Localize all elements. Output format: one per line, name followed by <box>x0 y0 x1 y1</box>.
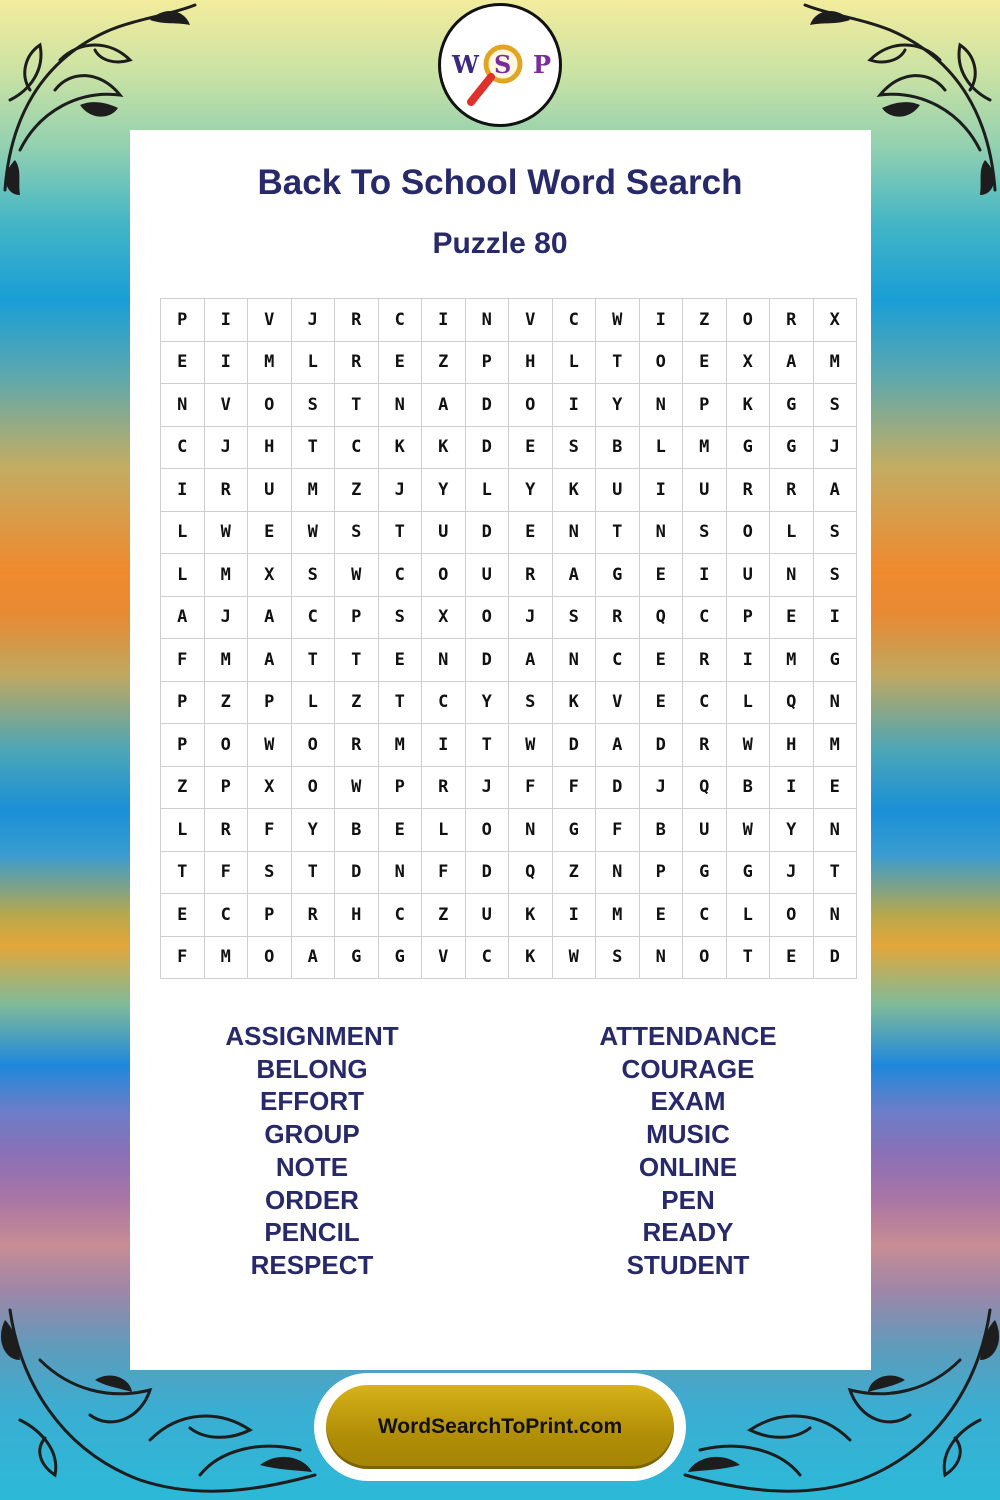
grid-cell[interactable]: I <box>770 766 814 809</box>
grid-cell[interactable]: K <box>422 426 466 469</box>
grid-cell[interactable]: F <box>161 639 205 682</box>
grid-cell[interactable]: F <box>596 809 640 852</box>
grid-cell[interactable]: R <box>770 299 814 342</box>
grid-cell[interactable]: O <box>683 936 727 979</box>
word-item: EFFORT <box>260 1086 364 1117</box>
grid-cell[interactable]: U <box>465 894 509 937</box>
grid-cell[interactable]: R <box>335 299 379 342</box>
grid-cell[interactable]: O <box>509 384 553 427</box>
grid-cell[interactable]: A <box>291 936 335 979</box>
grid-cell[interactable]: K <box>378 426 422 469</box>
grid-cell[interactable]: R <box>335 724 379 767</box>
grid-cell[interactable]: J <box>291 299 335 342</box>
grid-cell[interactable]: N <box>422 639 466 682</box>
grid-cell[interactable]: N <box>813 894 857 937</box>
grid-cell[interactable]: G <box>596 554 640 597</box>
grid-cell[interactable]: Z <box>683 299 727 342</box>
grid-cell[interactable]: G <box>726 426 770 469</box>
word-list-right <box>528 1020 848 1282</box>
grid-cell[interactable]: C <box>378 894 422 937</box>
grid-cell[interactable]: H <box>770 724 814 767</box>
grid-cell[interactable]: A <box>161 596 205 639</box>
grid-cell[interactable]: G <box>726 851 770 894</box>
grid-cell[interactable]: W <box>335 766 379 809</box>
grid-cell[interactable]: C <box>683 681 727 724</box>
word-item: MUSIC <box>646 1119 730 1150</box>
grid-cell[interactable]: E <box>509 426 553 469</box>
grid-cell[interactable]: A <box>596 724 640 767</box>
grid-cell[interactable]: Y <box>596 384 640 427</box>
grid-cell[interactable]: F <box>422 851 466 894</box>
grid-cell[interactable]: Y <box>422 469 466 512</box>
website-label: WordSearchToPrint.com <box>326 1385 674 1469</box>
grid-cell[interactable]: C <box>378 554 422 597</box>
grid-cell[interactable]: E <box>639 554 683 597</box>
grid-cell[interactable]: T <box>378 511 422 554</box>
grid-cell[interactable]: E <box>813 766 857 809</box>
grid-cell[interactable]: S <box>813 511 857 554</box>
logo-letter-p: P <box>533 50 552 79</box>
word-item: PENCIL <box>264 1217 360 1248</box>
grid-cell[interactable]: C <box>422 681 466 724</box>
grid-cell[interactable]: Q <box>509 851 553 894</box>
grid-cell[interactable]: M <box>378 724 422 767</box>
grid-cell[interactable]: N <box>161 384 205 427</box>
grid-cell[interactable]: P <box>248 681 292 724</box>
grid-cell[interactable]: O <box>291 724 335 767</box>
word-item: STUDENT <box>626 1249 750 1280</box>
grid-cell[interactable]: T <box>335 639 379 682</box>
grid-cell[interactable]: S <box>291 384 335 427</box>
grid-cell[interactable]: P <box>683 384 727 427</box>
grid-cell[interactable]: Y <box>465 681 509 724</box>
grid-cell[interactable]: Y <box>770 809 814 852</box>
grid-cell[interactable]: D <box>813 936 857 979</box>
grid-cell[interactable]: H <box>335 894 379 937</box>
grid-cell[interactable]: W <box>248 724 292 767</box>
grid-cell[interactable]: L <box>291 681 335 724</box>
grid-cell[interactable]: L <box>552 341 596 384</box>
grid-cell[interactable]: P <box>204 766 248 809</box>
grid-cell[interactable]: X <box>813 299 857 342</box>
grid-cell[interactable]: D <box>465 426 509 469</box>
grid-cell[interactable]: U <box>726 554 770 597</box>
grid-cell[interactable]: E <box>378 341 422 384</box>
grid-cell[interactable]: S <box>291 554 335 597</box>
grid-cell[interactable]: L <box>422 809 466 852</box>
grid-cell[interactable]: C <box>465 936 509 979</box>
grid-cell[interactable]: N <box>813 681 857 724</box>
grid-cell[interactable]: L <box>291 341 335 384</box>
grid-cell[interactable]: D <box>596 766 640 809</box>
grid-row <box>161 596 857 639</box>
puzzle-number: Puzzle 80 <box>432 227 568 260</box>
grid-cell[interactable]: R <box>204 469 248 512</box>
grid-cell[interactable]: C <box>378 299 422 342</box>
grid-cell[interactable]: N <box>639 511 683 554</box>
logo-letter-w: W <box>452 50 479 79</box>
grid-cell[interactable]: D <box>335 851 379 894</box>
grid-cell[interactable]: A <box>813 469 857 512</box>
word-item: ASSIGNMENT <box>225 1021 399 1051</box>
grid-cell[interactable]: M <box>596 894 640 937</box>
grid-cell[interactable]: G <box>335 936 379 979</box>
grid-cell[interactable]: S <box>596 936 640 979</box>
grid-cell[interactable]: D <box>465 851 509 894</box>
grid-cell[interactable]: M <box>248 341 292 384</box>
grid-cell[interactable]: W <box>204 511 248 554</box>
page-title: Back To School Word Search <box>257 163 743 202</box>
grid-cell[interactable]: C <box>552 299 596 342</box>
grid-cell[interactable]: W <box>726 724 770 767</box>
grid-cell[interactable]: N <box>813 809 857 852</box>
grid-cell[interactable]: P <box>465 341 509 384</box>
grid-cell[interactable]: M <box>813 724 857 767</box>
grid-cell[interactable]: I <box>422 299 466 342</box>
grid-cell[interactable]: N <box>639 384 683 427</box>
grid-cell[interactable]: P <box>335 596 379 639</box>
word-item: RESPECT <box>250 1249 374 1280</box>
grid-cell[interactable]: R <box>291 894 335 937</box>
grid-cell[interactable]: T <box>378 681 422 724</box>
word-item: EXAM <box>650 1086 726 1117</box>
grid-cell[interactable]: N <box>770 554 814 597</box>
grid-cell[interactable]: O <box>726 299 770 342</box>
grid-cell[interactable]: S <box>335 511 379 554</box>
grid-cell[interactable]: J <box>509 596 553 639</box>
grid-cell[interactable]: E <box>639 639 683 682</box>
grid-cell[interactable]: S <box>552 596 596 639</box>
grid-cell[interactable]: T <box>291 639 335 682</box>
grid-cell[interactable]: Z <box>204 681 248 724</box>
grid-cell[interactable]: E <box>509 511 553 554</box>
grid-cell[interactable]: M <box>813 341 857 384</box>
grid-cell[interactable]: I <box>726 639 770 682</box>
grid-cell[interactable]: B <box>596 426 640 469</box>
word-item: ATTENDANCE <box>599 1021 777 1051</box>
grid-cell[interactable]: O <box>291 766 335 809</box>
grid-cell[interactable]: P <box>161 724 205 767</box>
grid-cell[interactable]: O <box>465 809 509 852</box>
grid-row <box>161 554 857 597</box>
grid-cell[interactable]: L <box>465 469 509 512</box>
grid-cell[interactable]: L <box>726 894 770 937</box>
grid-cell[interactable]: K <box>509 936 553 979</box>
grid-cell[interactable]: T <box>596 511 640 554</box>
grid-cell[interactable]: V <box>204 384 248 427</box>
grid-cell[interactable]: S <box>248 851 292 894</box>
grid-cell[interactable]: C <box>291 596 335 639</box>
grid-cell[interactable]: F <box>552 766 596 809</box>
grid-cell[interactable]: O <box>770 894 814 937</box>
grid-cell[interactable]: R <box>204 809 248 852</box>
grid-cell[interactable]: Z <box>161 766 205 809</box>
word-item: ORDER <box>265 1184 359 1215</box>
grid-cell[interactable]: I <box>204 341 248 384</box>
grid-cell[interactable]: M <box>291 469 335 512</box>
grid-cell[interactable]: J <box>204 426 248 469</box>
grid-cell[interactable]: U <box>422 511 466 554</box>
word-list-left <box>152 1020 472 1282</box>
grid-cell[interactable]: X <box>422 596 466 639</box>
grid-cell[interactable]: T <box>335 384 379 427</box>
grid-cell[interactable]: E <box>161 894 205 937</box>
grid-row <box>161 469 857 512</box>
grid-cell[interactable]: U <box>596 469 640 512</box>
wsp-logo[interactable] <box>438 3 562 127</box>
grid-cell[interactable]: U <box>465 554 509 597</box>
word-item: COURAGE <box>621 1053 755 1084</box>
grid-cell[interactable]: N <box>596 851 640 894</box>
grid-cell[interactable]: W <box>291 511 335 554</box>
website-button[interactable] <box>314 1373 686 1481</box>
grid-cell[interactable]: A <box>248 596 292 639</box>
grid-cell[interactable]: O <box>726 511 770 554</box>
grid-cell[interactable]: I <box>639 299 683 342</box>
grid-row <box>161 384 857 427</box>
grid-cell[interactable]: P <box>378 766 422 809</box>
grid-cell[interactable]: W <box>596 299 640 342</box>
grid-cell[interactable]: W <box>552 936 596 979</box>
grid-row <box>161 851 857 894</box>
grid-cell[interactable]: S <box>509 681 553 724</box>
grid-cell[interactable]: I <box>422 724 466 767</box>
grid-cell[interactable]: J <box>378 469 422 512</box>
grid-cell[interactable]: P <box>639 851 683 894</box>
grid-cell[interactable]: F <box>509 766 553 809</box>
grid-cell[interactable]: N <box>509 809 553 852</box>
grid-cell[interactable]: H <box>509 341 553 384</box>
grid-row <box>161 299 857 342</box>
grid-cell[interactable]: G <box>683 851 727 894</box>
grid-cell[interactable]: P <box>161 681 205 724</box>
grid-cell[interactable]: H <box>248 426 292 469</box>
grid-cell[interactable]: R <box>726 469 770 512</box>
grid-cell[interactable]: N <box>639 936 683 979</box>
grid-cell[interactable]: T <box>726 936 770 979</box>
grid-cell[interactable]: E <box>770 936 814 979</box>
grid-cell[interactable]: R <box>509 554 553 597</box>
grid-cell[interactable]: M <box>683 426 727 469</box>
grid-cell[interactable]: E <box>639 681 683 724</box>
grid-cell[interactable]: V <box>509 299 553 342</box>
grid-cell[interactable]: T <box>291 851 335 894</box>
grid-cell[interactable]: T <box>161 851 205 894</box>
grid-cell[interactable]: L <box>161 554 205 597</box>
grid-cell[interactable]: X <box>726 341 770 384</box>
grid-row <box>161 894 857 937</box>
grid-cell[interactable]: D <box>552 724 596 767</box>
grid-cell[interactable]: T <box>465 724 509 767</box>
grid-cell[interactable]: J <box>770 851 814 894</box>
grid-cell[interactable]: W <box>726 809 770 852</box>
grid-row <box>161 936 857 979</box>
grid-cell[interactable]: N <box>552 639 596 682</box>
grid-cell[interactable]: O <box>248 936 292 979</box>
word-item: NOTE <box>275 1151 349 1182</box>
grid-cell[interactable]: D <box>465 384 509 427</box>
grid-cell[interactable]: I <box>683 554 727 597</box>
grid-cell[interactable]: F <box>248 809 292 852</box>
grid-cell[interactable]: Y <box>509 469 553 512</box>
grid-cell[interactable]: B <box>335 809 379 852</box>
grid-cell[interactable]: T <box>813 851 857 894</box>
grid-cell[interactable]: J <box>465 766 509 809</box>
grid-cell[interactable]: V <box>422 936 466 979</box>
grid-cell[interactable]: L <box>726 681 770 724</box>
grid-cell[interactable]: M <box>204 639 248 682</box>
grid-cell[interactable]: R <box>770 469 814 512</box>
grid-cell[interactable]: C <box>683 596 727 639</box>
grid-row <box>161 724 857 767</box>
grid-cell[interactable]: R <box>596 596 640 639</box>
grid-cell[interactable]: E <box>378 639 422 682</box>
grid-cell[interactable]: Z <box>422 894 466 937</box>
word-item: BELONG <box>256 1053 368 1084</box>
grid-cell[interactable]: N <box>465 299 509 342</box>
grid-cell[interactable]: G <box>770 426 814 469</box>
word-item: GROUP <box>264 1119 360 1150</box>
grid-cell[interactable]: B <box>639 809 683 852</box>
grid-cell[interactable]: Z <box>422 341 466 384</box>
grid-cell[interactable]: I <box>639 469 683 512</box>
grid-cell[interactable]: A <box>552 554 596 597</box>
grid-cell[interactable]: E <box>683 341 727 384</box>
grid-cell[interactable]: S <box>683 511 727 554</box>
grid-cell[interactable]: Z <box>335 469 379 512</box>
grid-cell[interactable]: D <box>465 639 509 682</box>
grid-cell[interactable]: G <box>552 809 596 852</box>
grid-cell[interactable]: M <box>770 639 814 682</box>
grid-row <box>161 766 857 809</box>
grid-cell[interactable]: R <box>422 766 466 809</box>
grid-cell[interactable]: K <box>552 681 596 724</box>
grid-cell[interactable]: Z <box>335 681 379 724</box>
grid-cell[interactable]: Z <box>552 851 596 894</box>
grid-cell[interactable]: R <box>335 341 379 384</box>
grid-cell[interactable]: I <box>552 384 596 427</box>
grid-row <box>161 681 857 724</box>
grid-row <box>161 426 857 469</box>
grid-cell[interactable]: R <box>683 639 727 682</box>
grid-cell[interactable]: W <box>335 554 379 597</box>
grid-cell[interactable]: I <box>204 299 248 342</box>
grid-cell[interactable]: N <box>378 851 422 894</box>
grid-cell[interactable]: X <box>248 554 292 597</box>
grid-cell[interactable]: O <box>465 596 509 639</box>
grid-cell[interactable]: E <box>770 596 814 639</box>
grid-cell[interactable]: C <box>335 426 379 469</box>
grid-cell[interactable]: L <box>639 426 683 469</box>
grid-cell[interactable]: F <box>161 936 205 979</box>
grid-cell[interactable]: U <box>248 469 292 512</box>
grid-cell[interactable]: G <box>813 639 857 682</box>
grid-cell[interactable]: R <box>683 724 727 767</box>
grid-cell[interactable]: V <box>248 299 292 342</box>
grid-cell[interactable]: B <box>726 766 770 809</box>
grid-cell[interactable]: A <box>422 384 466 427</box>
grid-cell[interactable]: L <box>770 511 814 554</box>
grid-cell[interactable]: A <box>770 341 814 384</box>
grid-cell[interactable]: J <box>813 426 857 469</box>
grid-cell[interactable]: L <box>161 809 205 852</box>
word-item: PEN <box>661 1184 715 1215</box>
grid-cell[interactable]: A <box>248 639 292 682</box>
grid-cell[interactable]: S <box>813 384 857 427</box>
grid-cell[interactable]: M <box>204 554 248 597</box>
grid-cell[interactable]: F <box>204 851 248 894</box>
grid-cell[interactable]: C <box>204 894 248 937</box>
grid-cell[interactable]: N <box>552 511 596 554</box>
grid-cell[interactable]: I <box>813 596 857 639</box>
grid-cell[interactable]: W <box>509 724 553 767</box>
grid-row <box>161 809 857 852</box>
grid-cell[interactable]: Q <box>683 766 727 809</box>
grid-cell[interactable]: Q <box>639 596 683 639</box>
grid-cell[interactable]: M <box>204 936 248 979</box>
grid-cell[interactable]: C <box>683 894 727 937</box>
letter-grid <box>160 298 857 979</box>
grid-cell[interactable]: P <box>248 894 292 937</box>
grid-cell[interactable]: Q <box>770 681 814 724</box>
grid-cell[interactable]: J <box>204 596 248 639</box>
grid-cell[interactable]: D <box>465 511 509 554</box>
grid-cell[interactable]: I <box>552 894 596 937</box>
grid-cell[interactable]: O <box>204 724 248 767</box>
grid-cell[interactable]: N <box>378 384 422 427</box>
grid-cell[interactable]: U <box>683 469 727 512</box>
grid-cell[interactable]: S <box>378 596 422 639</box>
grid-cell[interactable]: E <box>161 341 205 384</box>
grid-cell[interactable]: K <box>552 469 596 512</box>
grid-cell[interactable]: L <box>161 511 205 554</box>
grid-cell[interactable]: O <box>639 341 683 384</box>
grid-cell[interactable]: A <box>509 639 553 682</box>
grid-cell[interactable]: E <box>248 511 292 554</box>
grid-row <box>161 639 857 682</box>
grid-cell[interactable]: E <box>378 809 422 852</box>
grid-cell[interactable]: V <box>596 681 640 724</box>
grid-cell[interactable]: P <box>726 596 770 639</box>
grid-row <box>161 341 857 384</box>
grid-cell[interactable]: C <box>596 639 640 682</box>
grid-cell[interactable]: S <box>813 554 857 597</box>
grid-cell[interactable]: T <box>596 341 640 384</box>
grid-cell[interactable]: G <box>378 936 422 979</box>
grid-cell[interactable]: O <box>422 554 466 597</box>
grid-cell[interactable]: X <box>248 766 292 809</box>
grid-cell[interactable]: T <box>291 426 335 469</box>
grid-cell[interactable]: J <box>639 766 683 809</box>
grid-cell[interactable]: I <box>161 469 205 512</box>
grid-cell[interactable]: P <box>161 299 205 342</box>
grid-cell[interactable]: O <box>248 384 292 427</box>
grid-cell[interactable]: K <box>509 894 553 937</box>
grid-cell[interactable]: E <box>639 894 683 937</box>
word-item: READY <box>642 1217 734 1248</box>
word-item: ONLINE <box>638 1151 738 1182</box>
grid-cell[interactable]: Y <box>291 809 335 852</box>
grid-cell[interactable]: C <box>161 426 205 469</box>
logo-letter-s: S <box>494 50 512 79</box>
grid-row <box>161 511 857 554</box>
grid-cell[interactable]: G <box>770 384 814 427</box>
grid-cell[interactable]: U <box>683 809 727 852</box>
grid-cell[interactable]: S <box>552 426 596 469</box>
grid-cell[interactable]: K <box>726 384 770 427</box>
grid-cell[interactable]: D <box>639 724 683 767</box>
